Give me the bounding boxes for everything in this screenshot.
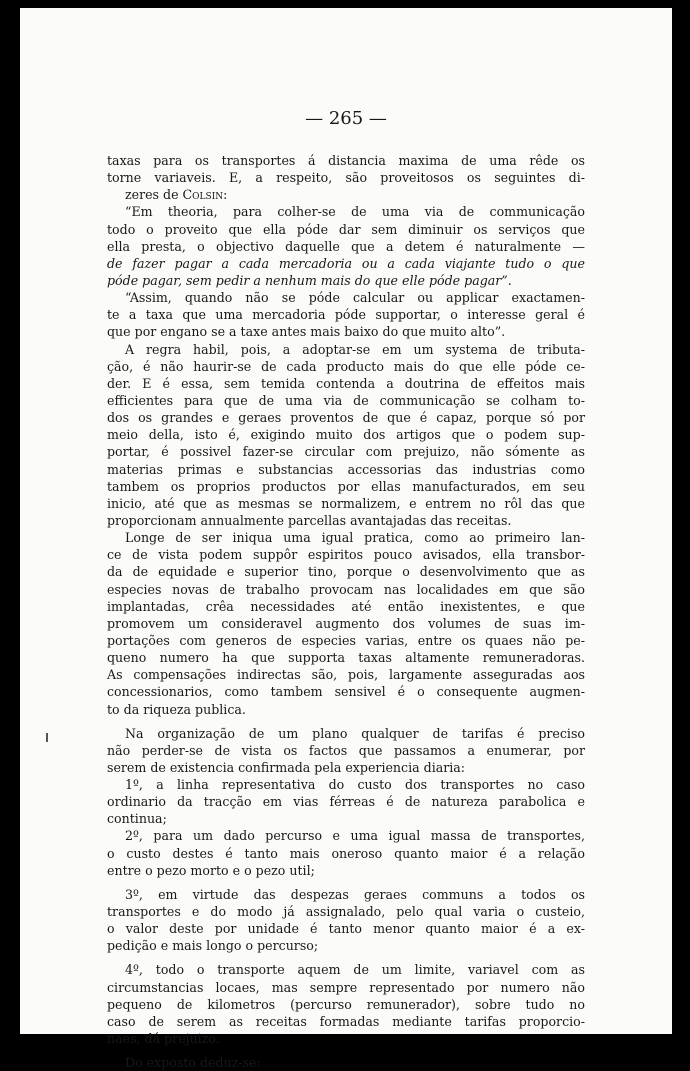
text-line: da de equidade e superior tino, porque o desenvolvimento que as bbox=[107, 564, 585, 580]
paragraph bbox=[107, 776, 585, 827]
text-line: não perder-se de vista os factos que passamos a enumerar, por bbox=[107, 742, 585, 758]
text-line: de fazer pagar a cada mercadoria ou a cada viajante tudo o que bbox=[107, 255, 585, 271]
text-line: concessionarios, como tambem sensivel é o consequente augmen- bbox=[107, 684, 585, 700]
text-line: efficientes para que de uma via de communicação se colham to- bbox=[107, 392, 585, 408]
paragraph bbox=[107, 961, 585, 1047]
text-line: o valor deste por unidade é tanto menor quanto maior é a ex- bbox=[107, 921, 585, 937]
text-line: 4º, todo o transporte aquem de um limite, variavel com as bbox=[125, 962, 585, 978]
scanned-page bbox=[20, 8, 672, 1071]
text-line: ce de vista podem suppôr espiritos pouco avisados, ella transbor- bbox=[107, 547, 585, 563]
text-line: ção, é não haurir-se de cada producto mais do que elle póde ce- bbox=[107, 358, 585, 374]
text-line: circumstancias locaes, mas sempre representado por numero não bbox=[107, 979, 585, 995]
paragraph bbox=[107, 1054, 585, 1071]
text-line: der. E é essa, sem temida contenda a doutrina de effeitos mais bbox=[107, 375, 585, 391]
text-line: entre o pezo morto e o pezo util; bbox=[107, 862, 315, 878]
text-line: póde pagar, sem pedir a nenhum mais do que elle póde pagar”. bbox=[107, 272, 512, 288]
text-fragment: zeres de bbox=[125, 187, 183, 203]
text-line: Longe de ser iniqua uma igual pratica, como ao primeiro lan- bbox=[125, 530, 585, 546]
text-line: 1º, a linha representativa do custo dos transportes no caso bbox=[125, 777, 585, 793]
text-line: taxas para os transportes á distancia maxima de uma rêde os bbox=[107, 153, 585, 168]
paragraph bbox=[107, 725, 585, 776]
text-line: Do exposto deduz-se: bbox=[125, 1055, 261, 1071]
text-line: proporcionam annualmente parcellas avantajadas das receitas. bbox=[107, 512, 512, 528]
paragraph bbox=[107, 341, 585, 530]
text-line: transportes e do modo já assignalado, pelo qual varia o custeio, bbox=[107, 904, 585, 920]
text-line: queno numero ha que supporta taxas altamente remuneradoras. bbox=[107, 650, 585, 666]
paragraph bbox=[107, 529, 585, 718]
text-line: todo o proveito que ella póde dar sem diminuir os serviços que bbox=[107, 221, 585, 237]
paragraph bbox=[107, 886, 585, 955]
text-line: “Assim, quando não se póde calcular ou applicar exactamen- bbox=[125, 290, 585, 306]
text-line: tambem os proprios productos por ellas manufacturados, em seu bbox=[107, 478, 585, 494]
paragraph-gap bbox=[107, 1047, 585, 1054]
text-line: meio della, isto é, exigindo muito dos artigos que o podem sup- bbox=[107, 427, 585, 443]
paragraph bbox=[107, 289, 585, 340]
text-line: que por engano se a taxe antes mais baixo do que muito alto”. bbox=[107, 324, 506, 340]
text-line: serem de existencia confirmada pela experiencia diaria: bbox=[107, 759, 466, 775]
text-line: pedição e mais longo o percurso; bbox=[107, 938, 319, 954]
text-line: inicio, até que as mesmas se normalizem, e entrem no rôl das que bbox=[107, 495, 585, 511]
text-line bbox=[107, 186, 585, 203]
text-line: Na organização de um plano qualquer de tarifas é preciso bbox=[125, 725, 585, 741]
text-line: continua; bbox=[107, 811, 167, 827]
text-line: ella presta, o objectivo daquelle que a detem é naturalmente — bbox=[107, 238, 585, 254]
paragraph-gap bbox=[107, 954, 585, 961]
paragraph bbox=[107, 152, 585, 203]
text-line: 3º, em virtude das despezas geraes communs a todos os bbox=[125, 886, 585, 902]
text-line: naes, dá prejuizo. bbox=[107, 1031, 220, 1047]
paragraph bbox=[107, 827, 585, 878]
text-line: portações com generos de especies varias, entre os quaes não pe- bbox=[107, 632, 585, 648]
text-line: materias primas e substancias accessorias das industrias como bbox=[107, 461, 585, 477]
text-line: torne variaveis. E, a respeito, são proveitosos os seguintes di- bbox=[107, 170, 585, 186]
text-line: ordinario da tracção em vias férreas é de natureza parabolica e bbox=[107, 794, 585, 810]
body-text bbox=[107, 152, 585, 1071]
text-line: 2º, para um dado percurso e uma igual massa de transportes, bbox=[125, 828, 585, 844]
text-line: dos os grandes e geraes proventos de que é capaz, porque só por bbox=[107, 410, 585, 426]
page-number: — 265 — bbox=[305, 108, 387, 129]
author-name: Colsin: bbox=[182, 187, 228, 203]
text-line: implantadas, crêa necessidades até então inexistentes, e que bbox=[107, 598, 585, 614]
text-line: portar, é possivel fazer-se circular com prejuizo, não sómente as bbox=[107, 444, 585, 460]
paragraph-gap bbox=[107, 879, 585, 886]
text-line: especies novas de trabalho provocam nas localidades em que são bbox=[107, 581, 585, 597]
text-line: to da riqueza publica. bbox=[107, 701, 246, 717]
text-line: o custo destes é tanto mais oneroso quanto maior é a relação bbox=[107, 845, 585, 861]
text-line: pequeno de kilometros (percurso remunerador), sobre tudo no bbox=[107, 996, 585, 1012]
text-line: te a taxa que uma mercadoria póde supportar, o interesse geral é bbox=[107, 307, 585, 323]
text-line: A regra habil, pois, a adoptar-se em um systema de tributa- bbox=[125, 341, 585, 357]
text-line: As compensações indirectas são, pois, largamente asseguradas aos bbox=[107, 667, 585, 683]
text-line: promovem um consideravel augmento dos volumes de suas im- bbox=[107, 615, 585, 631]
margin-mark bbox=[46, 733, 48, 742]
text-line: “Em theoria, para colher-se de uma via de communicação bbox=[125, 204, 585, 220]
paragraph-gap bbox=[107, 718, 585, 725]
text-line: caso de serem as receitas formadas mediante tarifas proporcio- bbox=[107, 1013, 585, 1029]
paragraph bbox=[107, 203, 585, 289]
